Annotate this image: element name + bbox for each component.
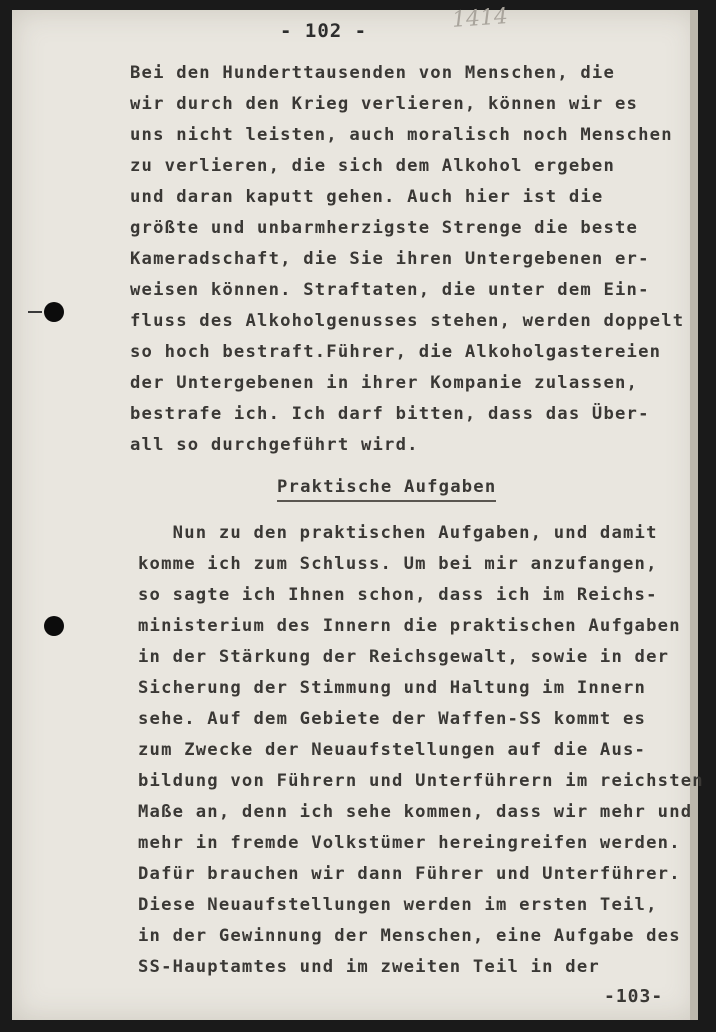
text-line: fluss des Alkoholgenusses stehen, werden doppelt [130,311,685,331]
text-line: Nun zu den praktischen Aufgaben, und damit [138,523,658,543]
text-line: in der Gewinnung der Menschen, eine Aufgabe des [138,926,681,946]
text-line: größte und unbarmherzigste Strenge die beste [130,218,639,238]
text-line: Bei den Hunderttausenden von Menschen, die [130,63,616,83]
pencil-annotation: 1414 [451,4,509,33]
text-line: Dafür brauchen wir dann Führer und Unterführer. [138,864,681,884]
catchword: -103- [604,986,664,1007]
paragraph-2 [138,518,704,983]
text-line: all so durchgeführt wird. [130,435,419,455]
text-line: Sicherung der Stimmung und Haltung im Innern [138,678,647,698]
text-line: ministerium des Innern die praktischen Aufgaben [138,616,681,636]
text-line: SS-Hauptamtes und im zweiten Teil in der [138,957,600,977]
text-line: mehr in fremde Volkstümer hereingreifen werden. [138,833,681,853]
text-line: so hoch bestraft.Führer, die Alkoholgastereien [130,342,662,362]
paragraph-1 [130,58,690,461]
text-line: so sagte ich Ihnen schon, dass ich im Reichs- [138,585,658,605]
punch-hole-top [44,302,64,322]
text-line: wir durch den Krieg verlieren, können wir es [130,94,639,114]
section-heading: Praktische Aufgaben [277,477,496,502]
text-line: komme ich zum Schluss. Um bei mir anzufangen, [138,554,658,574]
page-number: - 102 - [280,20,368,42]
punch-hole-bottom [44,616,64,636]
text-line: uns nicht leisten, auch moralisch noch Menschen [130,125,673,145]
text-line: in der Stärkung der Reichsgewalt, sowie in der [138,647,670,667]
punch-mark [28,311,42,313]
text-line: zu verlieren, die sich dem Alkohol ergeben [130,156,616,176]
text-line: und daran kaputt gehen. Auch hier ist die [130,187,604,207]
text-line: sehe. Auf dem Gebiete der Waffen-SS kommt es [138,709,647,729]
text-line: Maße an, denn ich sehe kommen, dass wir mehr und [138,802,693,822]
text-line: bestrafe ich. Ich darf bitten, dass das Über- [130,404,650,424]
text-line: Kameradschaft, die Sie ihren Untergebenen er- [130,249,650,269]
text-line: Diese Neuaufstellungen werden im ersten Teil, [138,895,658,915]
text-line: bildung von Führern und Unterführern im reichsten [138,771,704,791]
text-line: weisen können. Straftaten, die unter dem Ein- [130,280,650,300]
text-line: zum Zwecke der Neuaufstellungen auf die Aus- [138,740,647,760]
text-line: der Untergebenen in ihrer Kompanie zulassen, [130,373,639,393]
